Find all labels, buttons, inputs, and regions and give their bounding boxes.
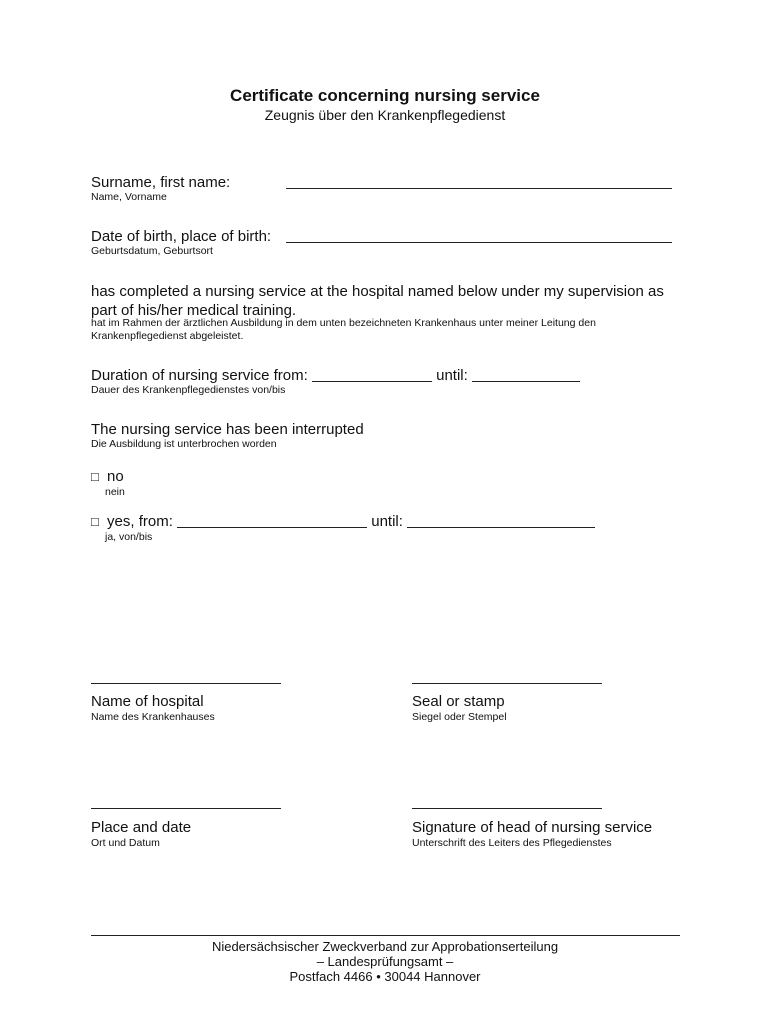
yes-until-label: until:: [371, 513, 403, 530]
signature-label-de: Unterschrift des Leiters des Pflegedienstes: [412, 837, 612, 849]
no-label: no: [107, 468, 124, 485]
interruption-label: The nursing service has been interrupted: [91, 421, 364, 438]
seal-label: Seal or stamp: [412, 693, 505, 710]
statement-de: hat im Rahmen der ärztlichen Ausbildung in dem unten bezeichneten Krankenhaus unter meiner Leitung den Krankenpflegedienst abgeleistet.: [91, 317, 596, 342]
hospital-label-de: Name des Krankenhauses: [91, 711, 215, 723]
seal-field[interactable]: [412, 683, 602, 684]
footer-line2: – Landesprüfungsamt –: [316, 954, 454, 969]
no-checkbox[interactable]: □: [91, 469, 99, 484]
dob-label-de: Geburtsdatum, Geburtsort: [91, 245, 213, 257]
yes-option: [91, 513, 595, 530]
place-date-label-de: Ort und Datum: [91, 837, 160, 849]
duration-until-label: until:: [436, 367, 468, 384]
footer-line1: Niedersächsischer Zweckverband zur Approbationserteilung: [211, 939, 559, 954]
duration-label: Duration of nursing service from:: [91, 367, 308, 384]
footer-divider: [91, 935, 680, 936]
yes-label-de: ja, von/bis: [105, 531, 153, 543]
yes-from-field[interactable]: [177, 515, 367, 528]
interruption-label-de: Die Ausbildung ist unterbrochen worden: [91, 438, 277, 450]
no-option: [91, 468, 124, 485]
hospital-label: Name of hospital: [91, 693, 204, 710]
no-label-de: nein: [105, 486, 125, 498]
name-label: Surname, first name:: [91, 174, 231, 191]
name-field[interactable]: [286, 188, 672, 189]
duration-label-de: Dauer des Krankenpflegedienstes von/bis: [91, 384, 286, 396]
footer-line3: Postfach 4466 • 30044 Hannover: [289, 969, 481, 984]
signature-label: Signature of head of nursing service: [412, 819, 653, 836]
duration-row: [91, 367, 580, 384]
document-subtitle: Zeugnis über den Krankenpflegedienst: [264, 107, 506, 123]
statement-en: has completed a nursing service at the hospital named below under my supervision as part of his/her medical training.: [91, 283, 664, 319]
seal-label-de: Siegel oder Stempel: [412, 711, 507, 723]
document-title: Certificate concerning nursing service: [230, 86, 540, 105]
place-date-label: Place and date: [91, 819, 192, 836]
dob-field[interactable]: [286, 242, 672, 243]
duration-until-field[interactable]: [472, 369, 580, 382]
dob-label: Date of birth, place of birth:: [91, 228, 272, 245]
yes-label: yes, from:: [107, 513, 173, 530]
yes-checkbox[interactable]: □: [91, 514, 99, 529]
yes-until-field[interactable]: [407, 515, 595, 528]
place-date-field[interactable]: [91, 808, 281, 809]
hospital-field[interactable]: [91, 683, 281, 684]
signature-field[interactable]: [412, 808, 602, 809]
name-label-de: Name, Vorname: [91, 191, 167, 203]
duration-from-field[interactable]: [312, 369, 432, 382]
